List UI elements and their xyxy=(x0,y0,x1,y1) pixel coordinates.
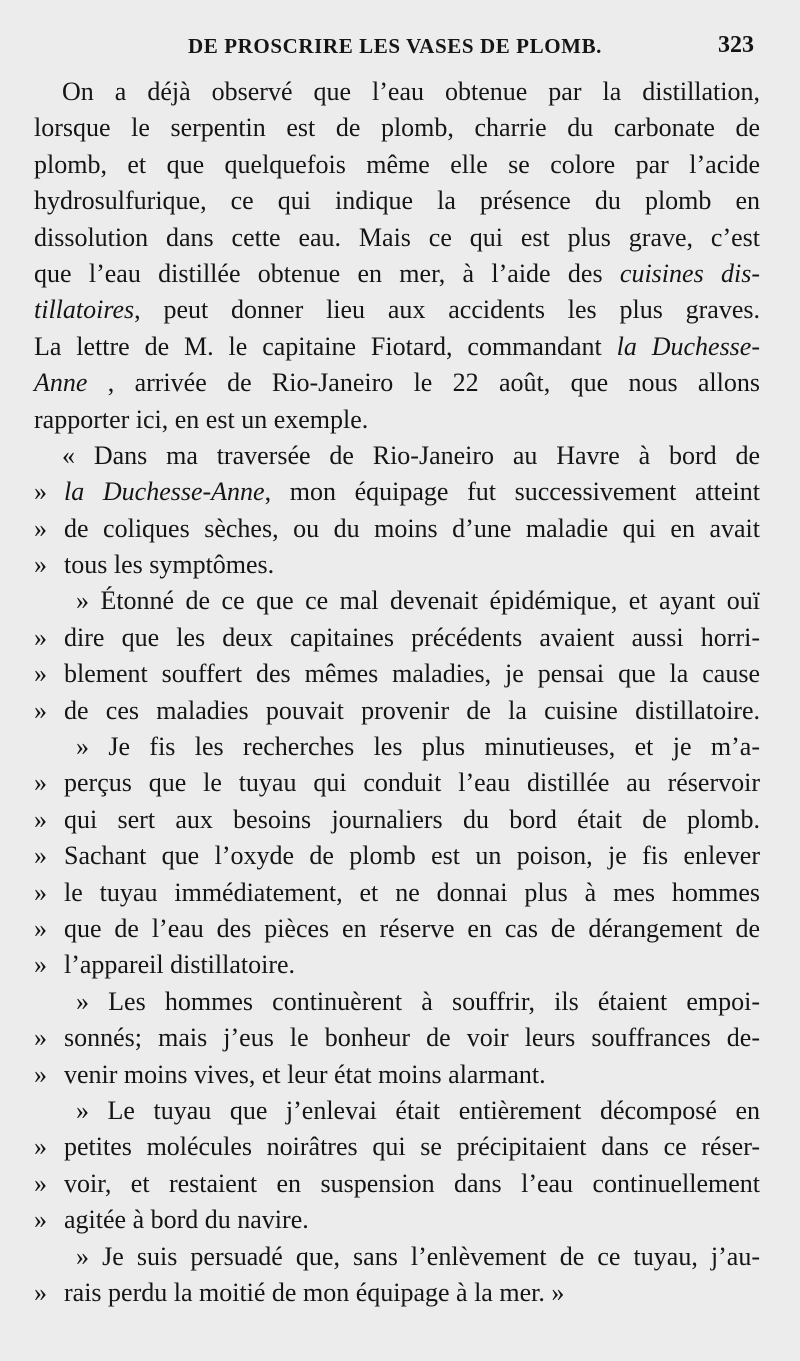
text-line: « Dans ma traversée de Rio-Janeiro au Havre à bord de xyxy=(62,440,760,470)
text-line: » tous les symptômes. xyxy=(34,550,275,580)
text-line: lorsque le serpentin est de plomb, charrie du carbonate de xyxy=(34,113,760,143)
text-line: La lettre de M. le capitaine Fiotard, commandant la Duchesse- xyxy=(34,331,760,361)
text-line: » qui sert aux besoins journaliers du bord était de plomb. xyxy=(34,804,760,834)
text-line: » blement souffert des mêmes maladies, je pensai que la cause xyxy=(34,659,760,689)
text-line: » voir, et restaient en suspension dans l’eau continuellement xyxy=(34,1168,760,1198)
text-line: tillatoires, peut donner lieu aux accidents les plus graves. xyxy=(34,295,760,325)
page-number: 323 xyxy=(718,32,754,58)
text-line: » Étonné de ce que ce mal devenait épidémique, et ayant ouï xyxy=(76,586,760,616)
text-line: » petites molécules noirâtres qui se précipitaient dans ce réser- xyxy=(34,1132,760,1162)
text-line: » sonnés; mais j’eus le bonheur de voir leurs souffrances de- xyxy=(34,1023,760,1053)
text-line: » que de l’eau des pièces en réserve en cas de dérangement de xyxy=(34,913,760,943)
text-line: » de coliques sèches, ou du moins d’une maladie qui en avait xyxy=(34,513,760,543)
text-line: dissolution dans cette eau. Mais ce qui est plus grave, c’est xyxy=(34,222,760,252)
page-header xyxy=(0,34,800,64)
text-line: » dire que les deux capitaines précédents avaient aussi horri- xyxy=(34,622,760,652)
text-line: » de ces maladies pouvait provenir de la cuisine distillatoire. xyxy=(34,695,760,725)
text-line: » Sachant que l’oxyde de plomb est un poison, je fis enlever xyxy=(34,841,760,871)
text-line: » perçus que le tuyau qui conduit l’eau distillée au réservoir xyxy=(34,768,760,798)
text-line: » rais perdu la moitié de mon équipage à la mer. » xyxy=(34,1277,565,1307)
text-line: » Je suis persuadé que, sans l’enlèvement de ce tuyau, j’au- xyxy=(76,1241,760,1271)
body-text xyxy=(34,74,760,1311)
text-line: » le tuyau immédiatement, et ne donnai plus à mes hommes xyxy=(34,877,760,907)
text-line: que l’eau distillée obtenue en mer, à l’aide des cuisines dis- xyxy=(34,258,761,288)
text-line: Anne , arrivée de Rio-Janeiro le 22 août, que nous allons xyxy=(34,368,760,398)
text-line: On a déjà observé que l’eau obtenue par la distillation, xyxy=(62,77,760,106)
text-line: » Je fis les recherches les plus minutieuses, et je m’a- xyxy=(76,732,760,762)
text-line: » l’appareil distillatoire. xyxy=(34,950,296,980)
text-line: » Les hommes continuèrent à souffrir, ils étaient empoi- xyxy=(76,986,760,1016)
text-line: rapporter ici, en est un exemple. xyxy=(34,404,369,434)
text-line: hydrosulfurique, ce qui indique la présence du plomb en xyxy=(34,186,760,216)
text-line: » agitée à bord du navire. xyxy=(34,1205,309,1235)
text-line: » Le tuyau que j’enlevai était entièrement décomposé en xyxy=(76,1095,760,1125)
text-line: » venir moins vives, et leur état moins alarmant. xyxy=(34,1059,546,1089)
text-line: » la Duchesse-Anne, mon équipage fut successivement atteint xyxy=(34,477,760,507)
running-title: DE PROSCRIRE LES VASES DE PLOMB. xyxy=(188,34,603,58)
text-line: plomb, et que quelquefois même elle se colore par l’acide xyxy=(34,149,760,179)
